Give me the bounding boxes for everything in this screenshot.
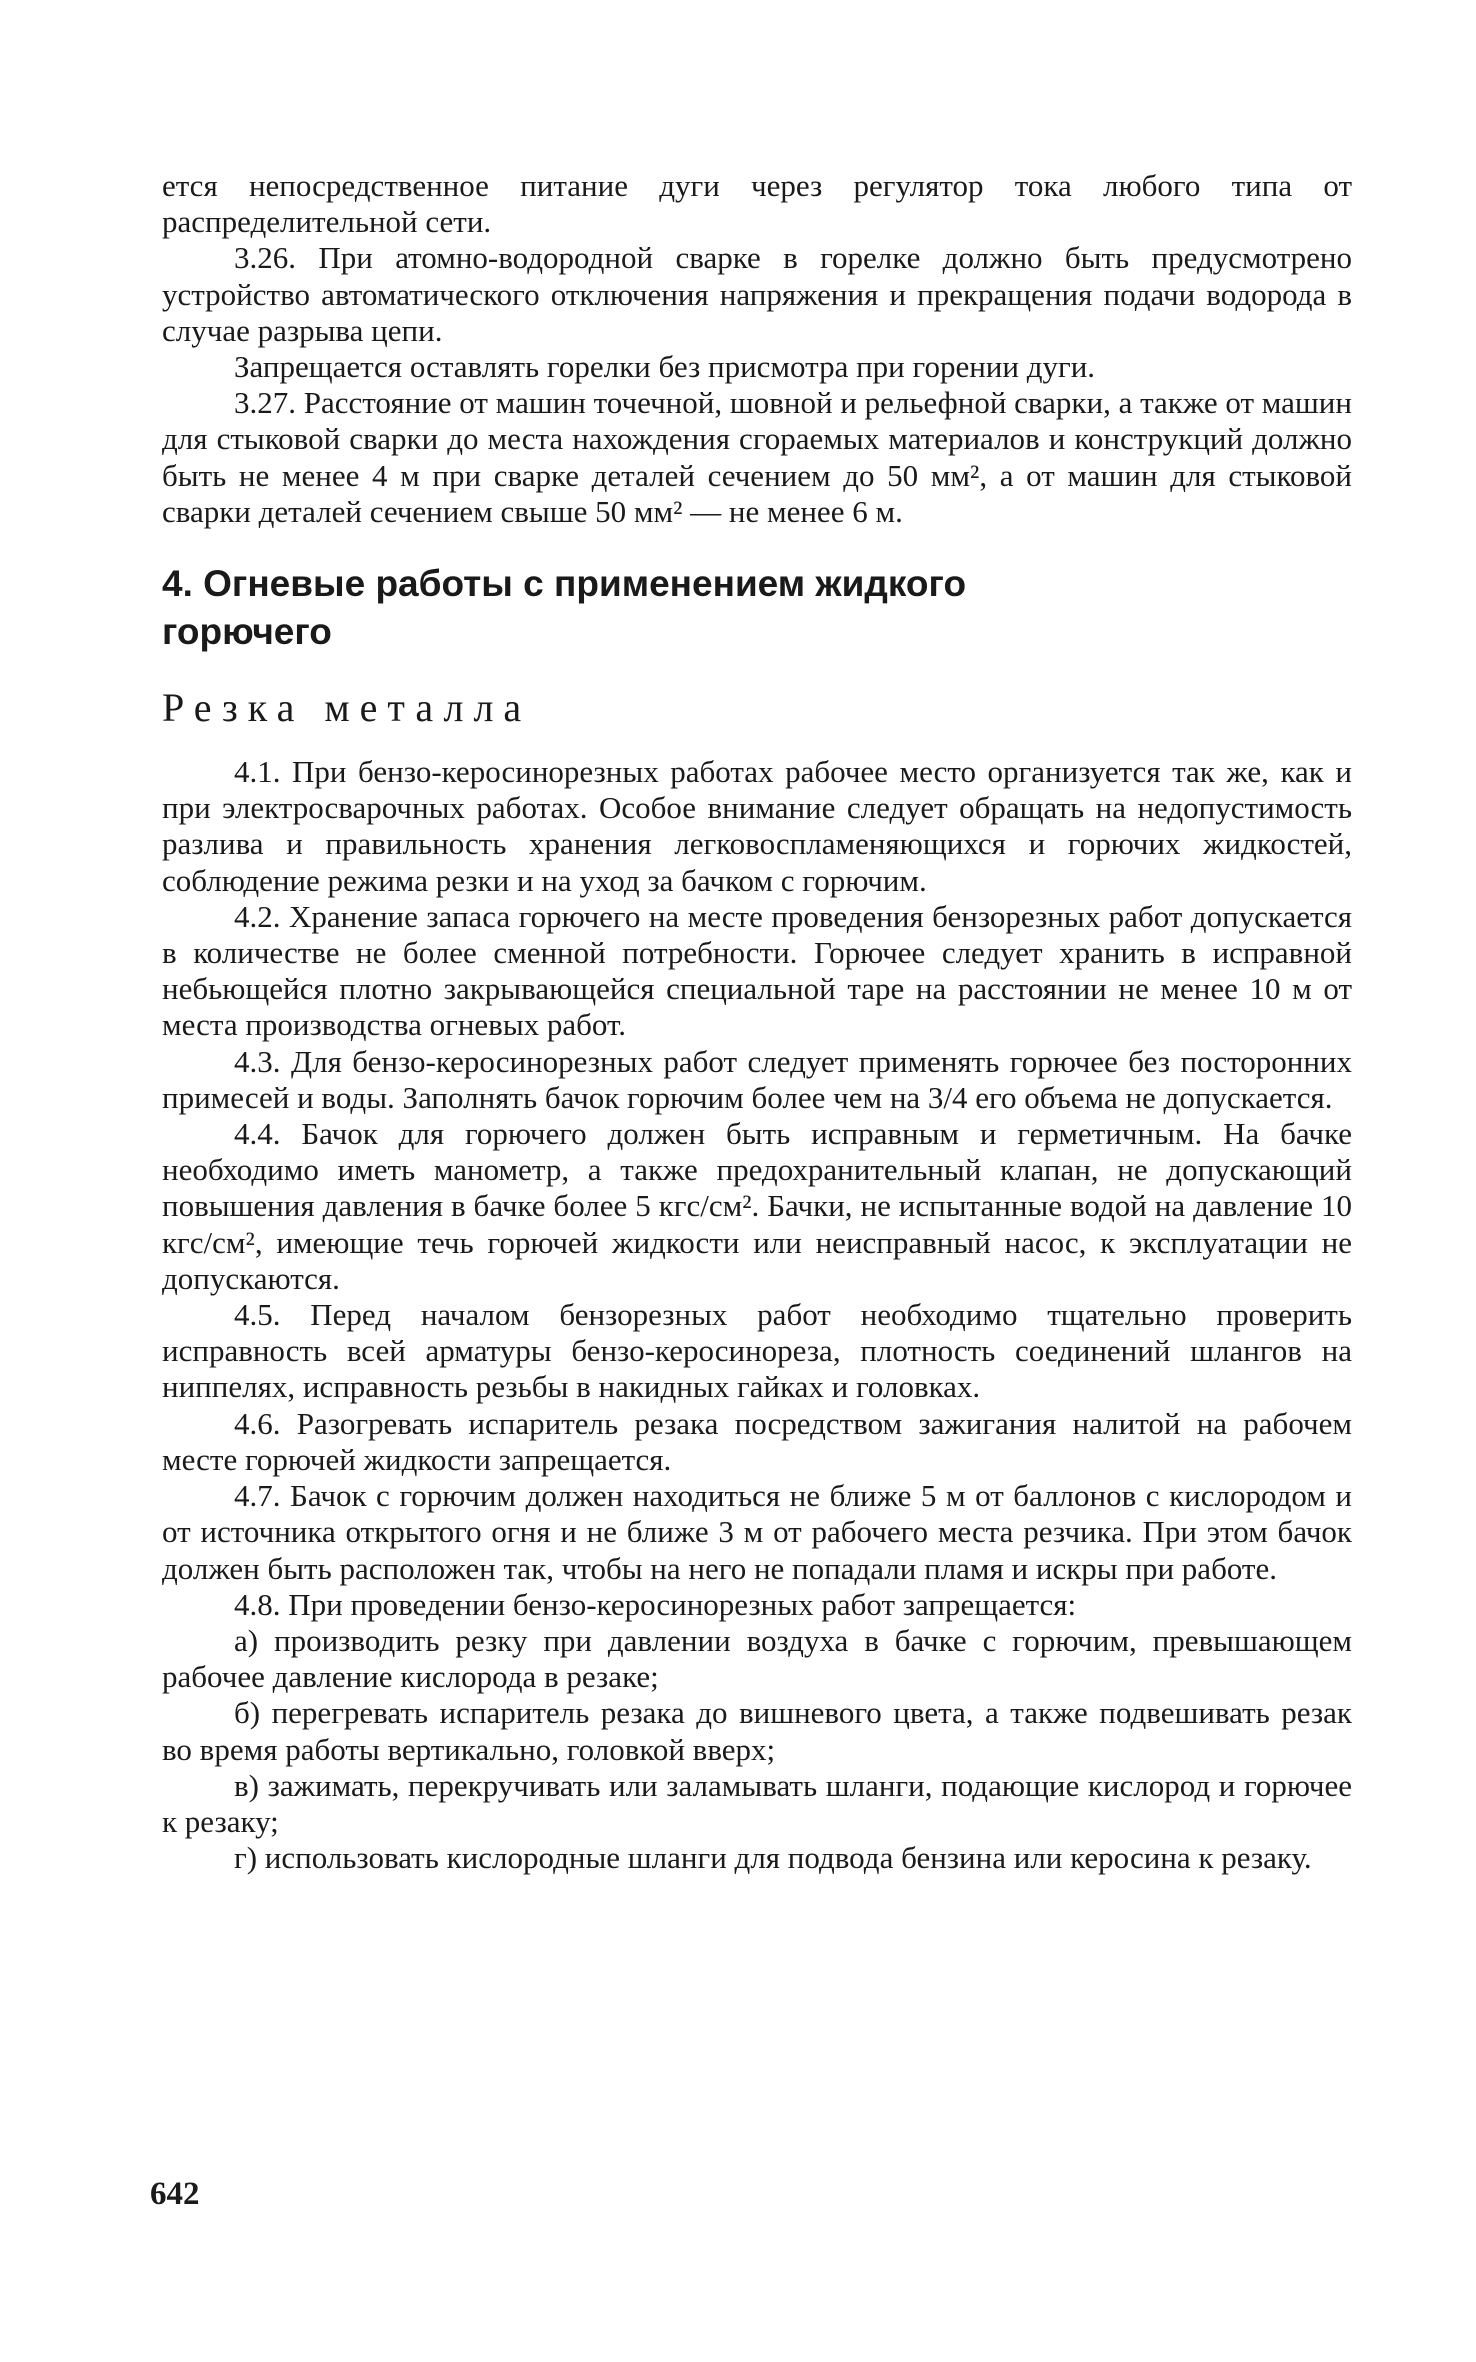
list-item-b: б) перегревать испаритель резака до вишневого цвета, а также подвешивать резак во время работы вертикально, головкой вверх; [162,1695,1352,1767]
paragraph-continuation: ется непосредственное питание дуги через регулятор тока любого типа от распределительной сети. [162,168,1352,240]
list-item-a: а) производить резку при давлении воздуха в бачке с горючим, превышающем рабочее давление кислорода в резаке; [162,1622,1352,1695]
paragraph-3-26: 3.26. При атомно-водородной сварке в горелке должно быть предусмотрено устройство автоматического отключения напряжения и прекращения подачи водорода в случае разрыва цепи. [162,240,1352,348]
list-item-v: в) зажимать, перекручивать или заламывать шланги, подающие кислород и горючее к резаку; [162,1767,1352,1839]
paragraph-4-2: 4.2. Хранение запаса горючего на месте проведения бензорезных работ допускается в количестве не более сменной потребности. Горючее следует хранить в исправной небьющейся плотно закрывающейся специальной таре на расстоянии не менее 10 м от места производства огневых работ. [162,898,1352,1043]
subsection-title: Резка металла [162,685,532,731]
paragraph-4-1: 4.1. При бензо-керосинорезных работах рабочее место организуется так же, как и при электросварочных работах. Особое внимание следует обращать на недопустимость разлива и правильность хранения легковоспламеняющихся и горючих жидкостей, соблюдение режима резки и на уход за бачком с горючим. [162,754,1352,898]
paragraph-4-4: 4.4. Бачок для горючего должен быть исправным и герметичным. На бачке необходимо иметь манометр, а также предохранительный клапан, не допускающий повышения давления в бачке более 5 кгс/см². Бачки, не испытанные водой на давление 10 кгс/см², имеющие течь горючей жидкости или неисправный насос, к эксплуатации не допускаются. [162,1116,1352,1296]
page-number: 642 [150,2176,200,2212]
list-item-g: г) использовать кислородные шланги для подвода бензина или керосина к резаку. [234,1840,1312,1876]
paragraph-4-3: 4.3. Для бензо-керосинорезных работ следует применять горючее без посторонних примесей и воды. Заполнять бачок горючим более чем на 3/4 его объема не допускается. [162,1043,1352,1115]
section-title: 4. Огневые работы с применением жидкого горючего [162,563,967,653]
paragraph-3-27: 3.27. Расстояние от машин точечной, шовной и рельефной сварки, а также от машин для стыковой сварки до места нахождения сгораемых материалов и конструкций должно быть не менее 4 м при сварке деталей сечением до 50 мм², а от машин для стыковой сварки деталей сечением свыше 50 мм² — не менее 6 м. [162,385,1352,529]
paragraph-4-7: 4.7. Бачок с горючим должен находиться не ближе 5 м от баллонов с кислородом и от источника открытого огня и не ближе 3 м от рабочего места резчика. При этом бачок должен быть расположен так, чтобы на него не попадали пламя и искры при работе. [162,1478,1352,1586]
paragraph-prohibition: Запрещается оставлять горелки без присмотра при горении дуги. [234,349,1096,385]
paragraph-4-8: 4.8. При проведении бензо-керосинорезных работ запрещается: [234,1586,1077,1622]
paragraph-4-5: 4.5. Перед началом бензорезных работ необходимо тщательно проверить исправность всей арматуры бензо-керосинореза, плотность соединений шлангов на ниппелях, исправность резьбы в накидных гайках и головках. [162,1297,1352,1405]
paragraph-4-6: 4.6. Разогревать испаритель резака посредством зажигания налитой на рабочем месте горючей жидкости запрещается. [162,1405,1352,1477]
page-content [162,168,1352,1876]
